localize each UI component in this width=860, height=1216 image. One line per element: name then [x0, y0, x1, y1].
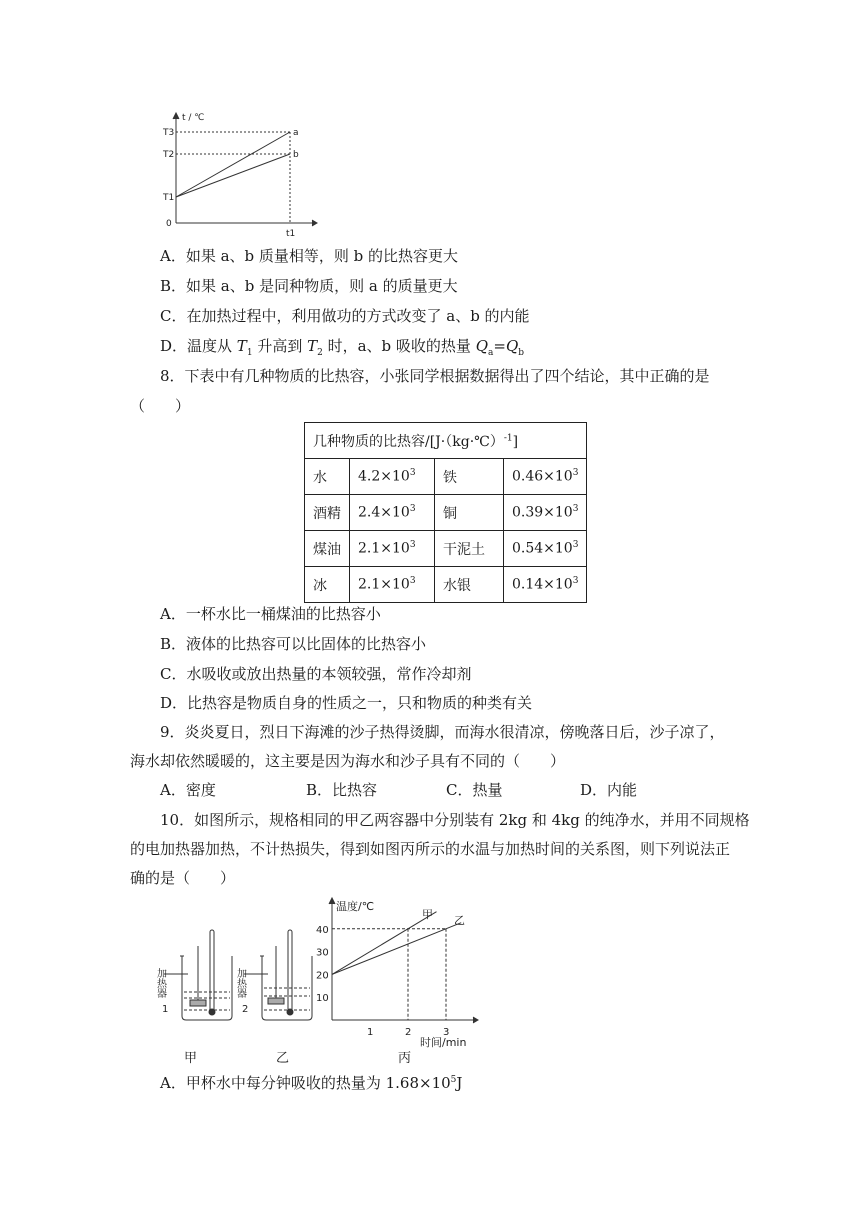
tick-T3: T3 [163, 128, 175, 138]
heater2-label: 加热器 [234, 968, 246, 998]
table-row: 冰 $2.1\times 10^3$ 水银 $0.14\times 10^3$ [305, 567, 587, 603]
tick-T2: T2 [163, 150, 175, 160]
line-yi-label: 乙 [454, 914, 465, 927]
tick-T1: T1 [163, 193, 175, 203]
tick-t1: t1 [286, 229, 296, 239]
table-row: 酒精 $2.4\times 10^3$ 铜 $0.39\times 10^3$ [305, 495, 587, 531]
q7-option-d: D．温度从 $T_1$ 升高到 $T_2$ 时，a、b 吸收的热量 $Q_a=Q_b$ [160, 337, 525, 358]
caption-yi: 乙 [276, 1051, 290, 1066]
q9-option-d: D．内能 [580, 781, 638, 799]
q8-answer-paren: （ ） [130, 397, 191, 415]
q8-option-d: D．比热容是物质自身的性质之一，只和物质的种类有关 [160, 694, 533, 712]
specific-heat-table [304, 422, 587, 603]
series-line-yi [332, 923, 461, 975]
x-tick-label: 1 [367, 1027, 374, 1038]
x-tick-label: 3 [443, 1027, 450, 1038]
series-line-jia [332, 912, 437, 975]
line-jia-label: 甲 [422, 908, 433, 921]
tick-origin: 0 [166, 219, 172, 229]
q10-stem-line2: 的电加热器加热，不计热损失，得到如图丙所示的水温与加热时间的关系图，则下列说法正 [130, 840, 731, 858]
table-title: 几种物质的比热容/[J·（kg·℃）$^{-1}$] [305, 423, 587, 459]
y-tick-label: 40 [316, 924, 329, 936]
line-b [176, 154, 290, 197]
q7-option-c: C．在加热过程中，利用做功的方式改变了 a、b 的内能 [160, 307, 530, 325]
q7-option-a: A．如果 a、b 质量相等，则 b 的比热容更大 [160, 247, 459, 265]
q10-stem-line3: 确的是（ ） [130, 869, 236, 887]
q8-option-b: B．液体的比热容可以比固体的比热容小 [160, 635, 427, 653]
caption-jia: 甲 [184, 1051, 198, 1066]
graph-x-label: 时间/min [420, 1036, 467, 1049]
y-tick-label: 10 [316, 993, 329, 1005]
heater1-number: 1 [162, 1004, 169, 1015]
q9-option-c: C．热量 [446, 781, 503, 799]
heater1-label: 加热器 [154, 968, 166, 998]
caption-bing: 丙 [398, 1051, 412, 1066]
label-a: a [293, 128, 299, 138]
q9-option-b: B．比热容 [306, 781, 378, 799]
x-tick-label: 2 [405, 1027, 412, 1038]
beaker-yi-figure [234, 926, 318, 1026]
y-tick-label: 30 [316, 947, 329, 959]
temperature-time-graph [312, 896, 482, 1056]
figure-q7-graph [160, 108, 330, 238]
q10-option-a: A．甲杯水中每分钟吸收的热量为 $1.68\times 10^5J$ [160, 1074, 463, 1092]
line-a [176, 132, 290, 197]
q7-option-b: B．如果 a、b 是同种物质，则 a 的质量更大 [160, 277, 458, 295]
label-b: b [293, 150, 299, 160]
graph-y-label: 温度/℃ [336, 900, 375, 913]
heater2-number: 2 [242, 1004, 249, 1015]
q8-option-a: A．一杯水比一桶煤油的比热容小 [160, 605, 381, 623]
q8-option-c: C．水吸收或放出热量的本领较强，常作冷却剂 [160, 665, 472, 683]
y-tick-label: 20 [316, 970, 329, 982]
q9-stem-line2: 海水却依然暖暖的，这主要是因为海水和沙子具有不同的（ ） [130, 752, 566, 770]
q8-stem: 8．下表中有几种物质的比热容，小张同学根据数据得出了四个结论，其中正确的是 [160, 367, 710, 385]
q10-stem-line1: 10．如图所示，规格相同的甲乙两容器中分别装有 2kg 和 4kg 的纯净水，并用不同规格 [160, 811, 750, 829]
table-row: 水 $4.2\times 10^3$ 铁 $0.46\times 10^3$ [305, 459, 587, 495]
table-row: 煤油 $2.1\times 10^3$ 干泥土 $0.54\times 10^3$ [305, 531, 587, 567]
q9-stem-line1: 9．炎炎夏日，烈日下海滩的沙子热得烫脚，而海水很清凉，傍晚落日后，沙子凉了， [160, 723, 725, 741]
q9-option-a: A．密度 [160, 781, 216, 799]
beaker-jia-figure [154, 926, 238, 1026]
y-axis-label: t / ℃ [182, 113, 205, 123]
